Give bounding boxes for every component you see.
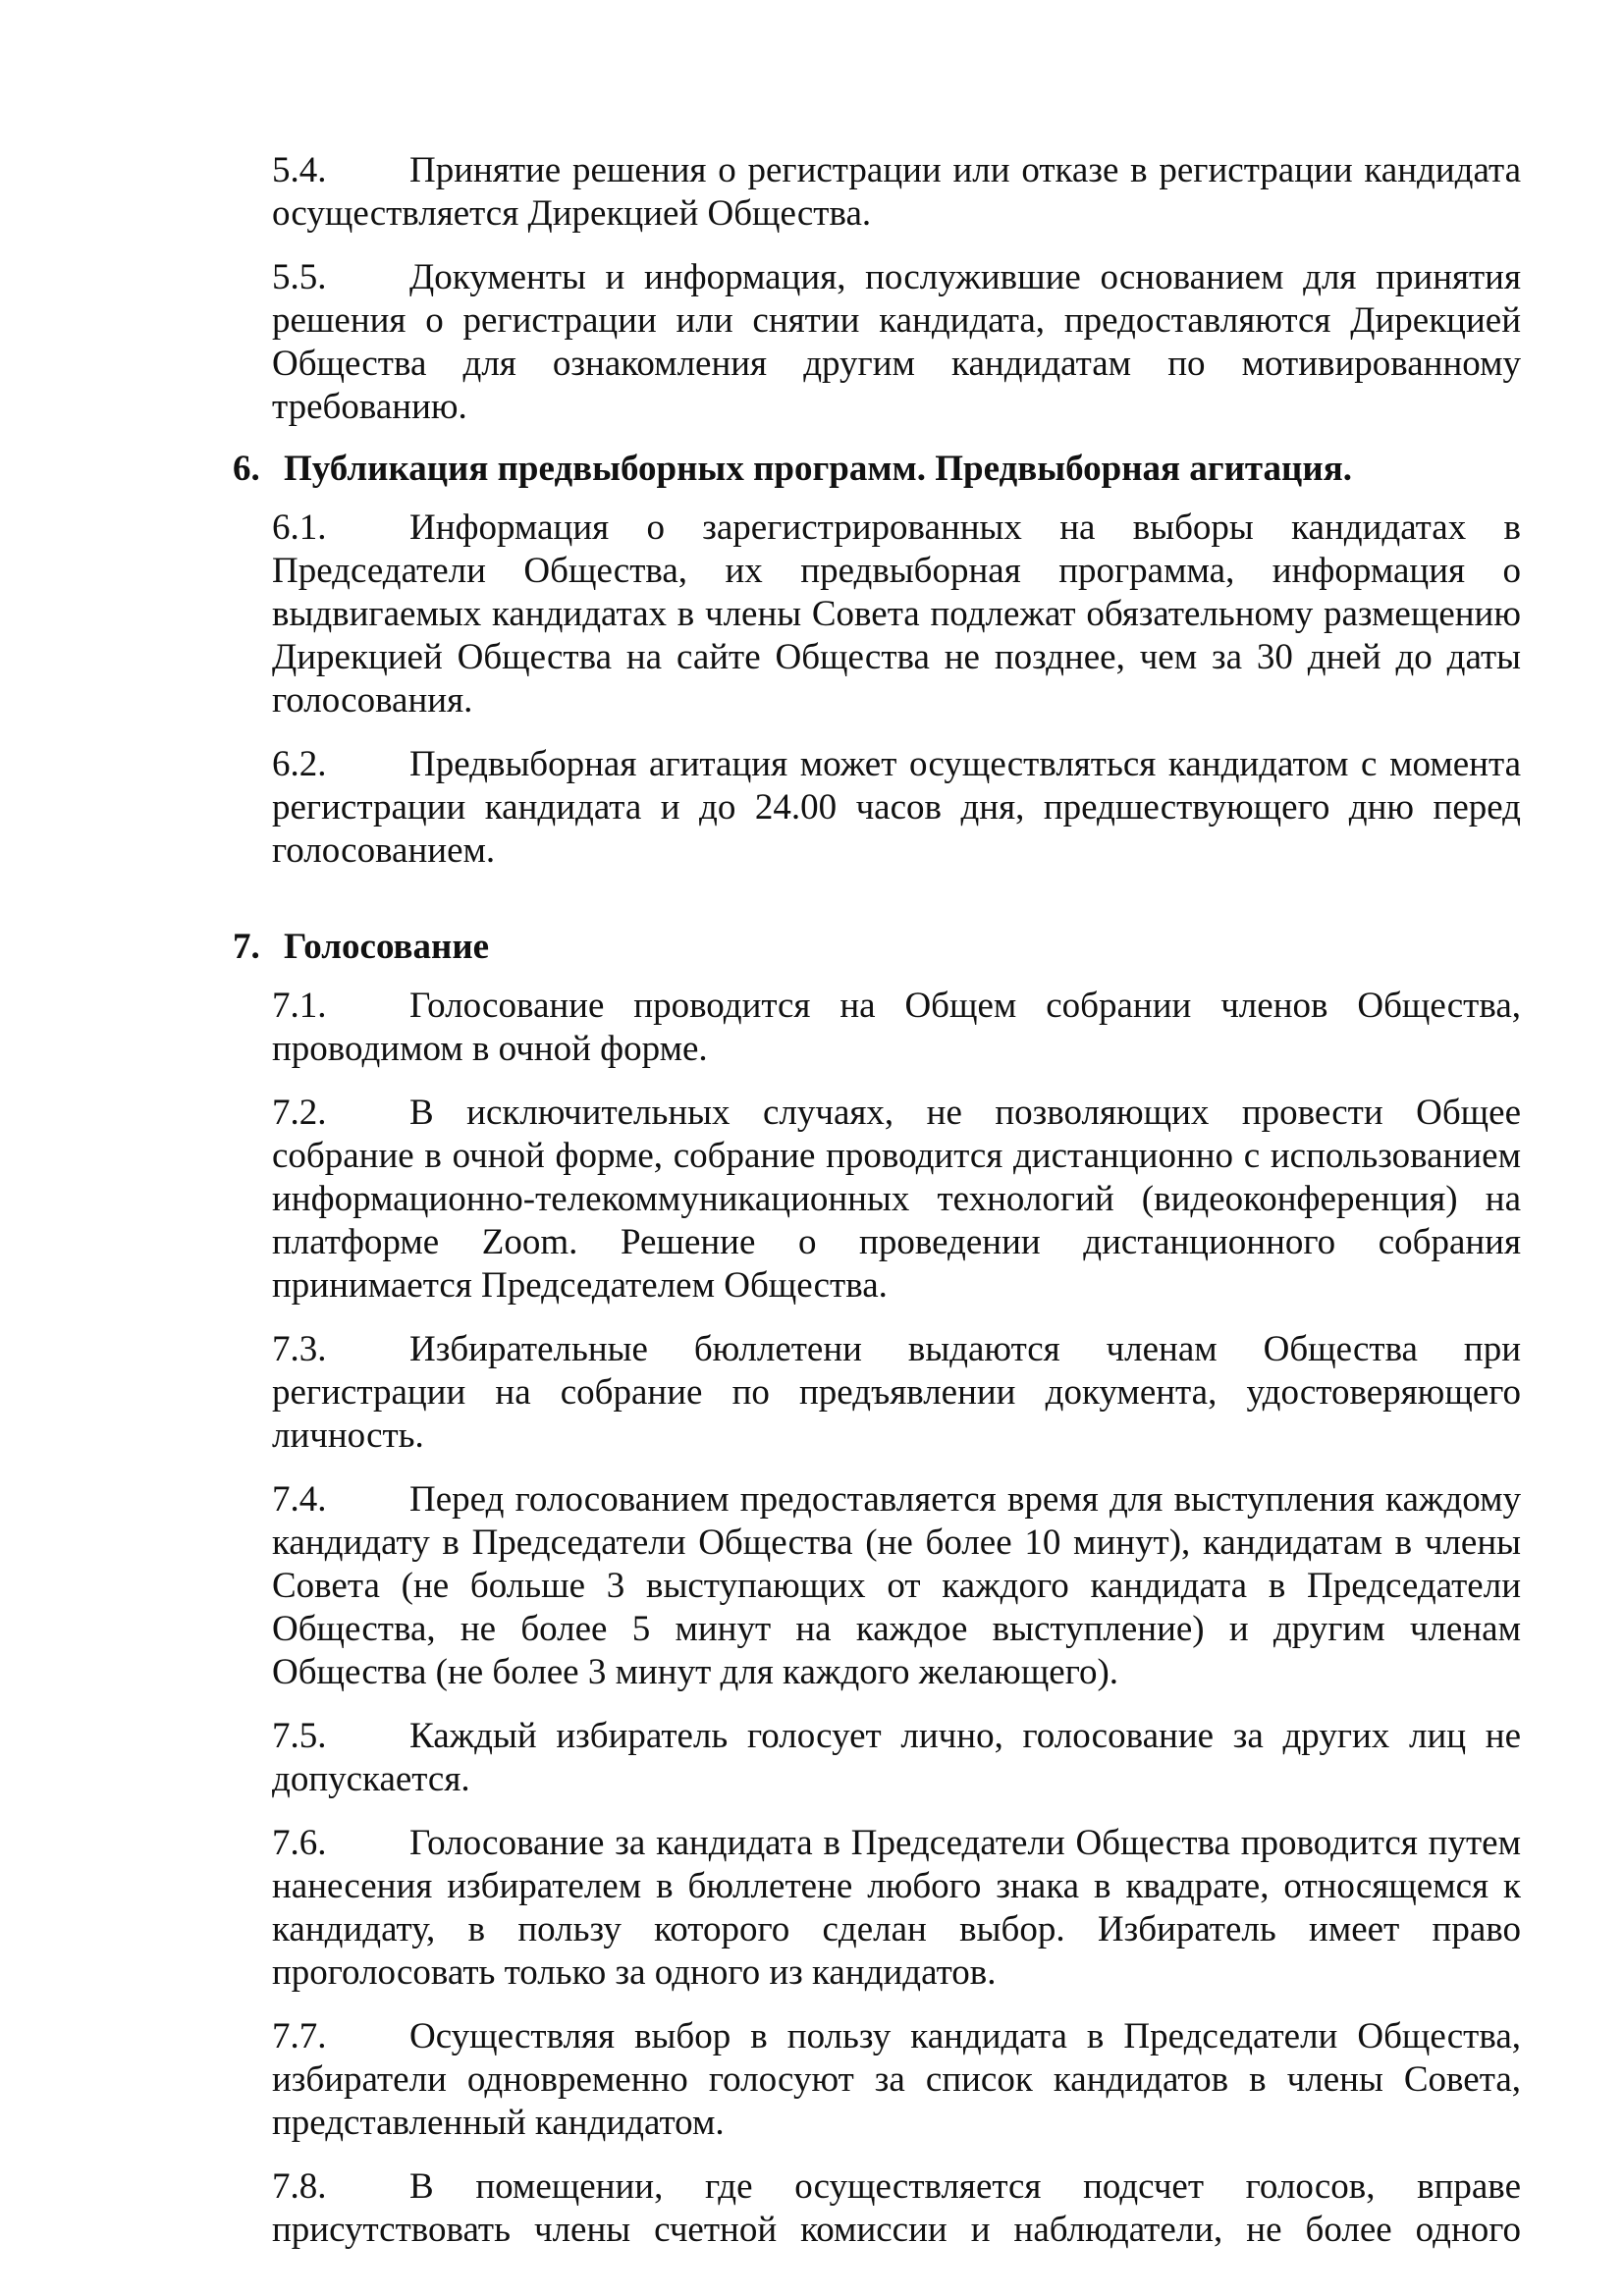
clause-number: 7.2.: [272, 1093, 327, 1133]
clause-text: Каждый избиратель голосует лично, голосование за других лиц не допускается.: [272, 1716, 1521, 1799]
clause-7-8: [272, 2165, 1521, 2252]
clause-7-6: [272, 1822, 1521, 1995]
clause-number: 7.1.: [272, 986, 327, 1026]
clause-text: Перед голосованием предоставляется время для выступления каждому кандидату в Председатели Общества (не более 10 минут), кандидатам в члены Совета (не больше 3 выступающих от каждого кандидата в Председатели Общества, не более 5 минут на каждое выступление) и другим членам Общества (не более 3 минут для каждого желающего).: [272, 1479, 1521, 1692]
clause-number: 7.4.: [272, 1479, 327, 1520]
clause-number: 5.4.: [272, 150, 327, 190]
clause-text: Осуществляя выбор в пользу кандидата в Председатели Общества, избиратели одновременно голосуют за список кандидатов в члены Совета, представленный кандидатом.: [272, 2016, 1521, 2143]
clause-text: Голосование проводится на Общем собрании членов Общества, проводимом в очной форме.: [272, 986, 1521, 1069]
clause-number: 6.2.: [272, 744, 327, 784]
clause-7-5: [272, 1715, 1521, 1801]
clause-6-1: [272, 507, 1521, 722]
section-title: Голосование: [284, 927, 490, 967]
clause-text: Принятие решения о регистрации или отказе в регистрации кандидата осуществляется Дирекцией Общества.: [272, 150, 1521, 234]
clause-text: Избирательные бюллетени выдаются членам Общества при регистрации на собрание по предъявлении документа, удостоверяющего личность.: [272, 1329, 1521, 1456]
clause-5-4: [272, 149, 1521, 236]
section-number: 7.: [233, 927, 260, 967]
clause-number: 5.5.: [272, 257, 327, 297]
clause-5-5: [272, 256, 1521, 429]
document-body: [233, 149, 1521, 2272]
section-heading-6: [233, 448, 1521, 491]
clause-number: 7.7.: [272, 2016, 327, 2056]
section-title: Публикация предвыборных программ. Предвыборная агитация.: [284, 449, 1352, 489]
clause-number: 7.3.: [272, 1329, 327, 1369]
clause-number: 6.1.: [272, 507, 327, 548]
clause-number: 7.5.: [272, 1716, 327, 1756]
clause-7-7: [272, 2015, 1521, 2145]
clause-number: 7.6.: [272, 1823, 327, 1863]
section-number: 6.: [233, 449, 260, 489]
clause-number: 7.8.: [272, 2166, 327, 2207]
clause-text: В исключительных случаях, не позволяющих провести Общее собрание в очной форме, собрание проводится дистанционно с использованием информационно-телекоммуникационных технологий (видеоконференция) на платформе Zoom. Решение о проведении дистанционного собрания принимается Председателем Общества.: [272, 1093, 1521, 1306]
clause-7-4: [272, 1478, 1521, 1694]
clause-7-3: [272, 1328, 1521, 1458]
clause-7-1: [272, 985, 1521, 1071]
clause-text: Документы и информация, послужившие основанием для принятия решения о регистрации или снятии кандидата, предоставляются Дирекцией Общества для ознакомления другим кандидатам по мотивированному требованию.: [272, 257, 1521, 427]
clause-text: Информация о зарегистрированных на выборы кандидатах в Председатели Общества, их предвыборная программа, информация о выдвигаемых кандидатах в члены Совета подлежат обязательному размещению Дирекцией Общества на сайте Общества не позднее, чем за 30 дней до даты голосования.: [272, 507, 1521, 721]
clause-6-2: [272, 743, 1521, 873]
clause-text: В помещении, где осуществляется подсчет голосов, вправе присутствовать члены счетной комиссии и наблюдатели, не более одного: [272, 2166, 1521, 2250]
clause-text: Голосование за кандидата в Председатели Общества проводится путем нанесения избирателем в бюллетене любого знака в квадрате, относящемся к кандидату, в пользу которого сделан выбор. Избиратель имеет право проголосовать только за одного из кандидатов.: [272, 1823, 1521, 1993]
clause-text: Предвыборная агитация может осуществляться кандидатом с момента регистрации кандидата и до 24.00 часов дня, предшествующего дню перед голосованием.: [272, 744, 1521, 871]
clause-7-2: [272, 1092, 1521, 1308]
section-heading-7: [233, 926, 1521, 969]
